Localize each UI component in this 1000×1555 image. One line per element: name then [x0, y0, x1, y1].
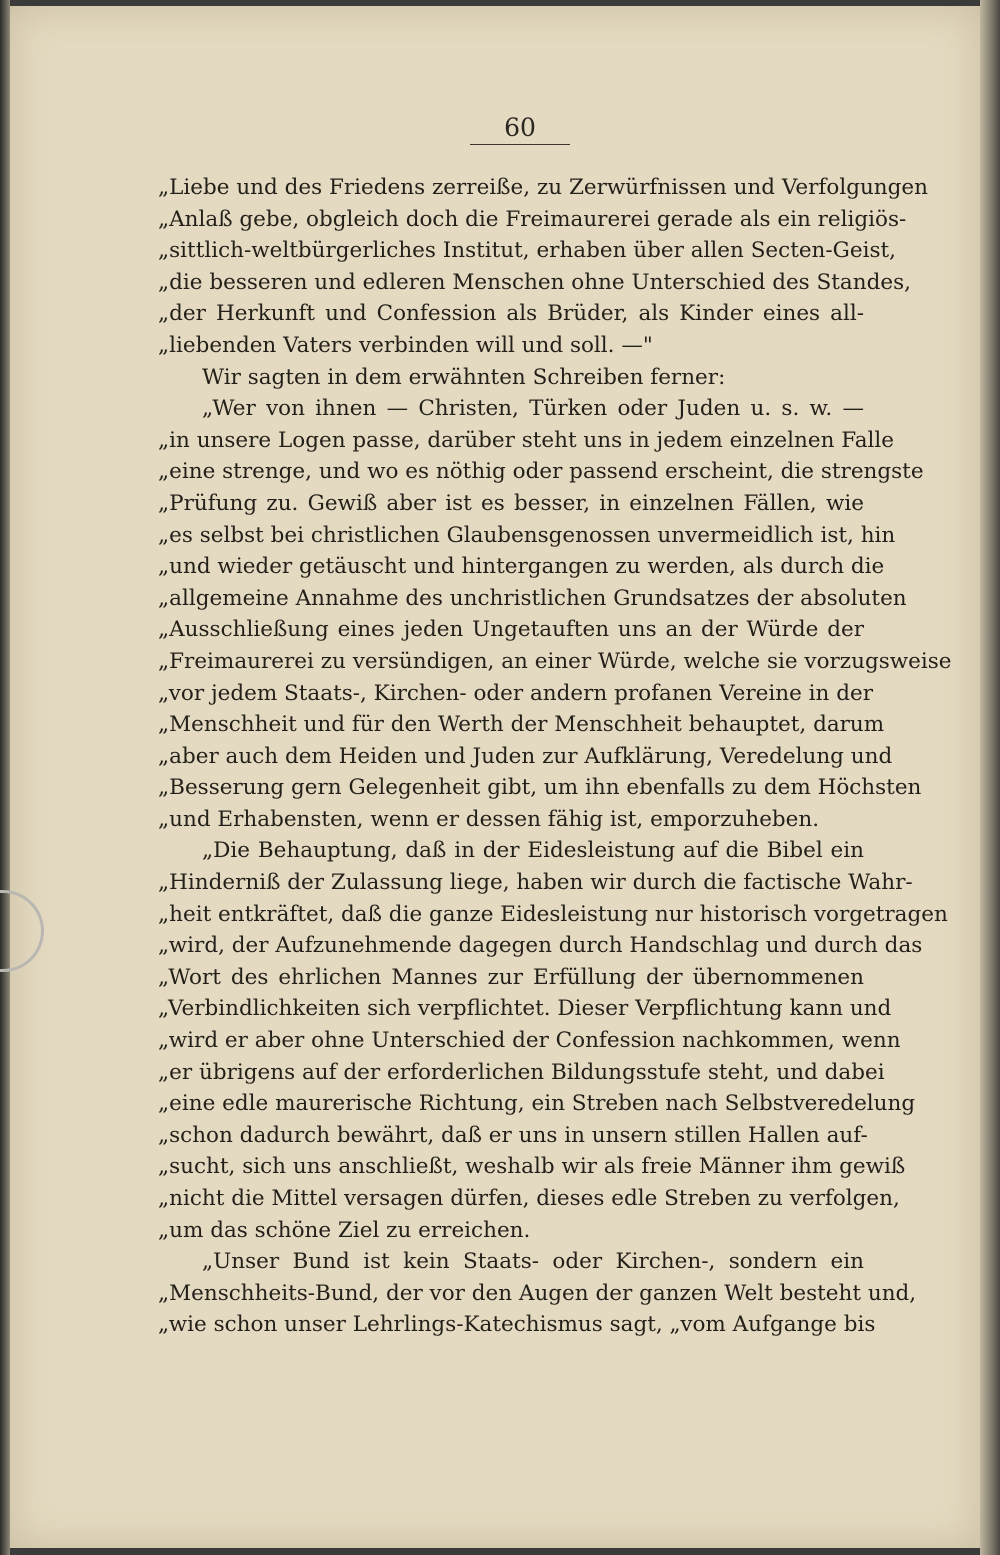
text-line: „Liebe und des Friedens zerreiße, zu Zerwürfnissen und Verfolgungen: [158, 175, 928, 200]
text-line: „wie schon unser Lehrlings-Katechismus sagt, „vom Aufgange bis: [158, 1312, 876, 1338]
text-line: „Wort des ehrlichen Mannes zur Erfüllung der übernommenen: [158, 964, 864, 990]
text-line: „eine strenge, und wo es nöthig oder passend erscheint, die strengste: [158, 459, 924, 485]
text-line: „Freimaurerei zu versündigen, an einer Würde, welche sie vorzugsweise: [158, 648, 952, 674]
text-line: „der Herkunft und Confession als Brüder, als Kinder eines all-: [158, 301, 864, 327]
text-line: „Prüfung zu. Gewiß aber ist es besser, in einzelnen Fällen, wie: [158, 490, 864, 516]
text-line: „wird, der Aufzunehmende dagegen durch Handschlag und durch das: [158, 933, 923, 959]
text-line: „Wer von ihnen — Christen, Türken oder Juden u. s. w. —: [202, 396, 864, 422]
body-text: [158, 172, 952, 1341]
text-line: „Hinderniß der Zulassung liege, haben wir durch die factische Wahr-: [158, 870, 913, 896]
text-line: „aber auch dem Heiden und Juden zur Aufklärung, Veredelung und: [158, 743, 893, 769]
text-line: „Menschheits-Bund, der vor den Augen der ganzen Welt besteht und,: [158, 1280, 917, 1306]
book-binding-edge: [0, 0, 10, 1555]
text-line: „liebenden Vaters verbinden will und soll. —": [158, 332, 653, 358]
text-line: „heit entkräftet, daß die ganze Eidesleistung nur historisch vorgetragen: [158, 901, 948, 927]
text-line: „Unser Bund ist kein Staats- oder Kirchen-, sondern ein: [202, 1249, 864, 1275]
text-line: „sucht, sich uns anschließt, weshalb wir als freie Männer ihm gewiß: [158, 1154, 906, 1180]
text-line: „die besseren und edleren Menschen ohne Unterschied des Standes,: [158, 269, 911, 295]
text-line: „in unsere Logen passe, darüber steht uns in jedem einzelnen Falle: [158, 427, 895, 453]
text-line: „Die Behauptung, daß in der Eidesleistung auf die Bibel ein: [202, 838, 864, 864]
text-line: „er übrigens auf der erforderlichen Bildungsstufe steht, und dabei: [158, 1059, 885, 1085]
text-line: „um das schöne Ziel zu erreichen.: [158, 1217, 531, 1243]
text-line: „Verbindlichkeiten sich verpflichtet. Dieser Verpflichtung kann und: [158, 996, 892, 1022]
text-line: „sittlich-weltbürgerliches Institut, erhaben über allen Secten-Geist,: [158, 238, 896, 264]
header-rule: [470, 144, 570, 145]
text-line: „vor jedem Staats-, Kirchen- oder andern profanen Vereine in der: [158, 680, 873, 706]
text-line: „Anlaß gebe, obgleich doch die Freimaurerei gerade als ein religiös-: [158, 206, 907, 232]
text-line: „es selbst bei christlichen Glaubensgenossen unvermeidlich ist, hin: [158, 522, 896, 548]
page-number: 60: [504, 113, 536, 142]
text-line: „nicht die Mittel versagen dürfen, dieses edle Streben zu verfolgen,: [158, 1186, 900, 1211]
text-line: „und Erhabensten, wenn er dessen fähig ist, emporzuheben.: [158, 806, 820, 832]
text-line: Wir sagten in dem erwähnten Schreiben ferner:: [202, 364, 726, 390]
text-line: „Besserung gern Gelegenheit gibt, um ihn ebenfalls zu dem Höchsten: [158, 775, 922, 801]
text-line: „Menschheit und für den Werth der Menschheit behauptet, darum: [158, 712, 885, 738]
text-line: „und wieder getäuscht und hintergangen zu werden, als durch die: [158, 554, 885, 580]
text-line: „Ausschließung eines jeden Ungetauften uns an der Würde der: [158, 617, 864, 643]
text-line: „allgemeine Annahme des unchristlichen Grundsatzes der absoluten: [158, 585, 907, 611]
text-line: „wird er aber ohne Unterschied der Confession nachkommen, wenn: [158, 1028, 901, 1054]
text-line: „schon dadurch bewährt, daß er uns in unsern stillen Hallen auf-: [158, 1122, 868, 1148]
page-stack-edge: [980, 0, 1000, 1555]
text-line: „eine edle maurerische Richtung, ein Streben nach Selbstveredelung: [158, 1091, 916, 1117]
